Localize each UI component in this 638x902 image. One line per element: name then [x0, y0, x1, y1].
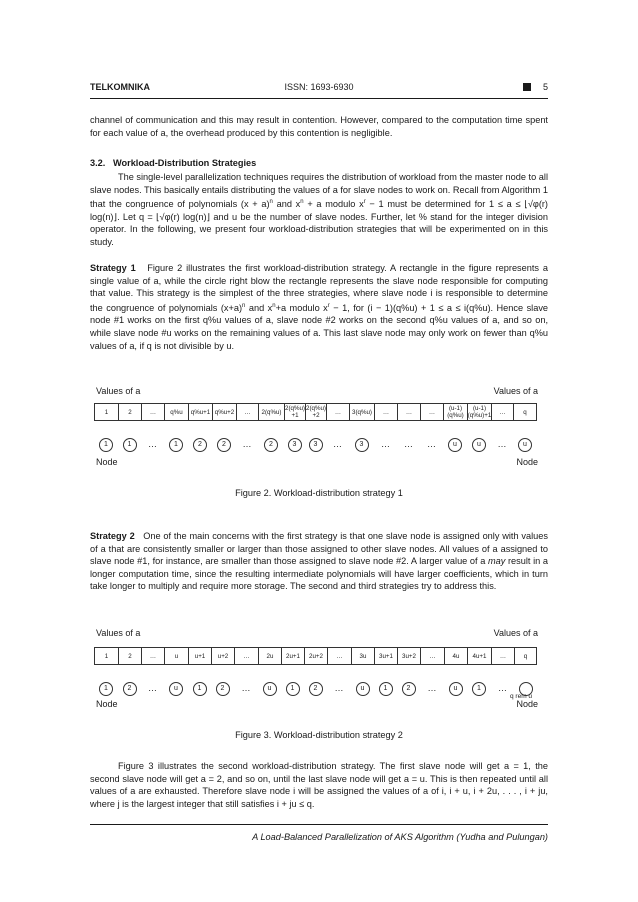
running-header: [90, 82, 548, 95]
slave-node-circle: 1: [193, 682, 207, 696]
fig3-caption: Figure 3. Workload-distribution strategy 2: [235, 730, 403, 740]
footer-rule: [90, 824, 548, 825]
strategy-2-label: Strategy 2: [90, 531, 135, 541]
node-ellipsis: …: [241, 683, 251, 693]
paper-page: [90, 0, 548, 902]
value-cell: 2: [118, 403, 141, 421]
page-number-wrap: [523, 82, 548, 92]
paragraph-strategy-2: Strategy 2 One of the main concerns with the first strategy is that one slave node is assigned only with values of a that are consistently smaller or larger than those assigned to other slave nodes. All values of a assigned to slave node #1, for instance, are smaller than those assigned to slave node #2. A larger value of a may result in a longer computation time, since the resulting intermediate polynomials will have larger coefficients, which in turn take longer to multiply and require more storage. The second and third strategies try to address this.: [90, 531, 548, 592]
node-ellipsis: …: [334, 683, 344, 693]
slave-node-circle: 2: [217, 438, 231, 452]
issn: ISSN: 1693-6930: [284, 82, 354, 92]
slave-node-circle: 1: [123, 438, 137, 452]
value-cell: …: [326, 403, 349, 421]
value-cell: …: [234, 647, 258, 665]
value-cell: …: [141, 403, 164, 421]
paragraph-end: Figure 3 illustrates the second workload-distribution strategy. The first slave node will get a = 1, the second slave node will get a = 2, and so on, until the last slave node will get a = u. This is then repeated until all values of a are exhausted. Therefore slave node i will be assigned the values of a of i, i + u, i + 2u, . . . , i + ju, where j is the largest integer that still satisfies i + ju ≤ q.: [90, 761, 548, 809]
fig2-values-label-left: Values of a: [96, 386, 141, 396]
page-number: 5: [542, 82, 548, 92]
paragraph-32: The single-level parallelization techniques requires the distribution of workload from the master node to all slave nodes. This basically entails distributing the values of a for slave nodes to work on. Recall from Algorithm 1 that the congruence of polynomials $(x + a)^n$ and $x^n + a$ modulo $x^r - 1$ must be determined for 1 ≤ a ≤ ⌊√φ(r) log(n)⌋. Let q = ⌊√φ(r) log(n)⌋ and u be the number of slave nodes. Further, let % stand for the integer division operator. In the following, we present four workload-distribution strategies that will be experimented on in this study.: [90, 172, 548, 248]
value-cell: …: [374, 403, 397, 421]
fig2-cell-row: [94, 403, 537, 421]
value-cell: 3u+2: [397, 647, 420, 665]
value-cell: 2(q%u): [258, 403, 284, 421]
fig3-last-node-note: q rem u: [510, 693, 533, 700]
node-ellipsis: …: [381, 439, 390, 449]
slave-node-circle: 1: [286, 682, 300, 696]
slave-node-circle: 1: [169, 438, 183, 452]
value-cell: q%u: [164, 403, 188, 421]
slave-node-circle: u: [356, 682, 370, 696]
value-cell: 2: [118, 647, 141, 665]
slave-node-circle: u: [263, 682, 277, 696]
slave-node-circle: 2: [309, 682, 323, 696]
slave-node-circle: 2: [123, 682, 137, 696]
slave-node-circle: u: [448, 438, 462, 452]
slave-node-circle: u: [169, 682, 183, 696]
value-cell: 2(q%u) +2: [306, 405, 326, 419]
node-ellipsis: …: [427, 439, 436, 449]
slave-node-circle: u: [472, 438, 486, 452]
slave-node-circle: 3: [355, 438, 369, 452]
node-ellipsis: …: [242, 439, 252, 449]
fig2-node-label-right: Node: [516, 457, 538, 467]
value-cell: q%u+1: [188, 403, 212, 421]
node-ellipsis: …: [148, 439, 157, 449]
slave-node-circle: 2: [264, 438, 278, 452]
running-footer: A Load-Balanced Parallelization of AKS Algorithm (Yudha and Pulungan): [252, 832, 548, 842]
fig3-node-label-right: Node: [516, 699, 538, 709]
value-cell: 3u+1: [374, 647, 397, 665]
value-cell: 2u+2: [304, 647, 327, 665]
fig3-node-row: [94, 682, 544, 696]
value-cell: 2u+1: [281, 647, 304, 665]
section-title: Workload-Distribution Strategies: [113, 158, 257, 168]
value-cell: …: [397, 403, 420, 421]
value-cell: …: [141, 647, 164, 665]
value-cell: …: [491, 647, 514, 665]
value-cell: …: [420, 647, 444, 665]
slave-node-circle: 2: [193, 438, 207, 452]
slave-node-circle: 1: [472, 682, 486, 696]
journal-name: TELKOMNIKA: [90, 82, 150, 92]
value-cell: …: [491, 403, 513, 421]
value-cell: q%u+2: [212, 403, 236, 421]
value-cell: …: [236, 403, 258, 421]
slave-node-circle: 3: [288, 438, 302, 452]
value-cell: …: [420, 403, 443, 421]
slave-node-circle: u: [449, 682, 463, 696]
value-cell: u+1: [188, 647, 211, 665]
value-cell: …: [327, 647, 351, 665]
slave-node-circle: 1: [379, 682, 393, 696]
fig3-node-label-left: Node: [96, 699, 118, 709]
value-cell: 1: [94, 647, 118, 665]
slave-node-circle: 2: [216, 682, 230, 696]
value-cell: (u-1)(q%u)+1: [467, 405, 491, 419]
value-cell: 4u: [444, 647, 467, 665]
square-icon: [523, 83, 531, 91]
node-ellipsis: …: [498, 683, 507, 693]
fig2-caption: Figure 2. Workload-distribution strategy 1: [235, 488, 403, 498]
fig2-node-label-left: Node: [96, 457, 118, 467]
section-heading: [90, 158, 256, 168]
section-number: 3.2.: [90, 158, 106, 168]
value-cell: q: [514, 647, 537, 665]
value-cell: (u-1)(q%u): [443, 403, 467, 421]
slave-node-circle: u: [518, 438, 532, 452]
value-cell: 2(q%u) +1: [285, 405, 305, 419]
value-cell: 2u: [258, 647, 281, 665]
paragraph-intro: channel of communication and this may result in contention. However, compared to the computation time spent for each value of a, the overhead produced by this contention is negligible.: [90, 115, 548, 138]
node-ellipsis: …: [404, 439, 413, 449]
value-cell: u: [164, 647, 188, 665]
value-cell: 4u+1: [467, 647, 491, 665]
node-ellipsis: …: [333, 439, 342, 449]
fig3-values-label-left: Values of a: [96, 628, 141, 638]
node-ellipsis: …: [497, 439, 507, 449]
fig2-values-label-right: Values of a: [493, 386, 538, 396]
slave-node-circle: 3: [309, 438, 323, 452]
node-ellipsis: …: [148, 683, 157, 693]
value-cell: 1: [94, 403, 118, 421]
strategy-1-label: Strategy 1: [90, 263, 136, 273]
slave-node-circle: 2: [402, 682, 416, 696]
slave-node-circle: 1: [99, 438, 113, 452]
fig3-cell-row: [94, 647, 537, 665]
slave-node-circle: 1: [99, 682, 113, 696]
fig3-values-label-right: Values of a: [493, 628, 538, 638]
value-cell: 3(q%u): [349, 403, 374, 421]
node-ellipsis: …: [427, 683, 437, 693]
value-cell: u+2: [211, 647, 234, 665]
paragraph-strategy-1: Strategy 1 Figure 2 illustrates the first workload-distribution strategy. A rectangle in the figure represents a single value of a, while the circle right blow the rectangle represents the slave node responsible for computing that value. This strategy is the simplest of the three strategies, where slave node i is responsible to determine the congruence of polynomials $(x+a)^n$ and $x^n+a$ modulo $x^r - 1$, for (i − 1)(q%u) + 1 ≤ a ≤ i(q%u). Hence slave node #1 works on the first q%u values of a, slave node #2 works on the second q%u values of a, and so on, while slave node #u works on the remaining values of a. This last slave node may only work on fewer than q%u values of a, if q is not divisible by u.: [90, 263, 549, 351]
header-rule: [90, 98, 548, 99]
value-cell: q: [513, 403, 537, 421]
value-cell: 3u: [351, 647, 374, 665]
fig2-node-row: [94, 438, 544, 452]
